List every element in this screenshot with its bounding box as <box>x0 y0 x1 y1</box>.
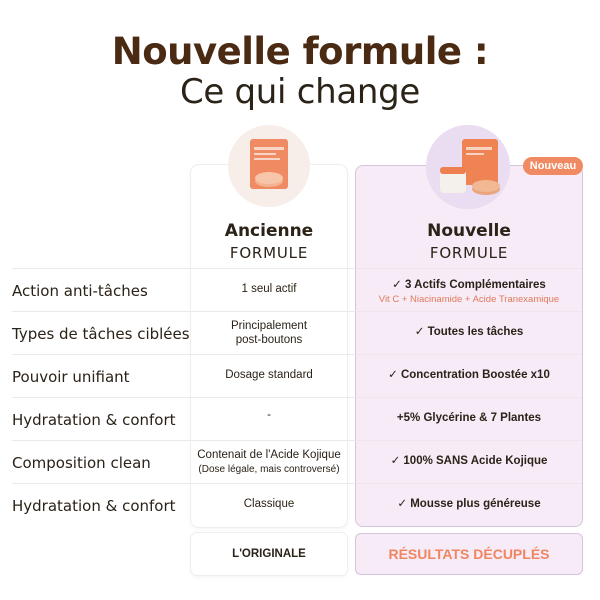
row-divider <box>12 268 582 269</box>
row-divider <box>12 311 582 312</box>
old-cell-composition-clean <box>191 448 347 477</box>
new-cell-pouvoir-unifiant <box>355 368 583 382</box>
new-cell-hydratation-confort-2 <box>355 497 583 511</box>
new-cell-types-taches <box>355 325 583 339</box>
new-product-image <box>426 125 510 209</box>
row-label-hydratation-confort-2: Hydratation & confort <box>12 497 176 515</box>
new-badge: Nouveau <box>523 157 583 175</box>
new-cell-note: Vit C + Niacinamide + Acide Tranexamique <box>378 294 560 305</box>
new-cell-hydratation-confort <box>355 411 583 425</box>
row-divider <box>12 397 582 398</box>
old-cell-pouvoir-unifiant <box>191 368 347 382</box>
old-column-label: FORMULE <box>229 244 309 262</box>
row-divider <box>12 483 582 484</box>
old-cell-note: post-boutons <box>235 334 303 346</box>
old-cell-action-anti-taches <box>191 282 347 296</box>
new-formula-column <box>355 165 583 527</box>
new-cell-text: ✓ 3 Actifs Complémentaires <box>392 279 546 291</box>
old-cell-text: Dosage standard <box>225 369 313 381</box>
row-divider <box>12 440 582 441</box>
new-column-name: Nouvelle <box>427 221 511 241</box>
old-cell-text: 1 seul actif <box>241 283 297 295</box>
row-label-types-taches: Types de tâches ciblées <box>12 325 190 343</box>
old-cell-text: Classique <box>243 498 295 510</box>
new-column-label: FORMULE <box>429 244 509 262</box>
old-cell-text: - <box>267 409 271 421</box>
page-title: Nouvelle formule : <box>111 30 489 73</box>
new-cell-text: +5% Glycérine & 7 Plantes <box>396 412 542 424</box>
results-button[interactable]: RÉSULTATS DÉCUPLÉS <box>355 533 583 575</box>
row-label-action-anti-taches: Action anti-tâches <box>12 282 148 300</box>
original-button[interactable]: L'ORIGINALE <box>191 533 347 575</box>
old-cell-hydratation-confort <box>191 408 347 422</box>
old-product-image <box>228 125 310 207</box>
new-cell-action-anti-taches <box>355 278 583 307</box>
old-cell-types-taches <box>191 319 347 347</box>
row-label-hydratation-confort: Hydratation & confort <box>12 411 176 429</box>
new-cell-text: ✓ Toutes les tâches <box>414 326 524 338</box>
old-cell-text: Principalement <box>230 320 308 332</box>
new-cell-text: ✓ Concentration Boostée x10 <box>388 369 550 381</box>
new-cell-text: ✓ Mousse plus généreuse <box>397 498 541 510</box>
old-cell-hydratation-confort-2 <box>191 497 347 511</box>
new-cell-composition-clean <box>355 454 583 468</box>
row-label-composition-clean: Composition clean <box>12 454 151 472</box>
old-cell-note: (Dose légale, mais controversé) <box>198 464 340 475</box>
row-label-pouvoir-unifiant: Pouvoir unifiant <box>12 368 130 386</box>
new-cell-text: ✓ 100% SANS Acide Kojique <box>390 455 548 467</box>
new-column-header <box>355 221 583 262</box>
old-column-name: Ancienne <box>224 221 314 241</box>
old-cell-text: Contenait de l'Acide Kojique <box>197 449 341 461</box>
row-divider <box>12 354 582 355</box>
old-column-header <box>191 221 347 262</box>
page-subtitle: Ce qui change <box>179 72 421 112</box>
